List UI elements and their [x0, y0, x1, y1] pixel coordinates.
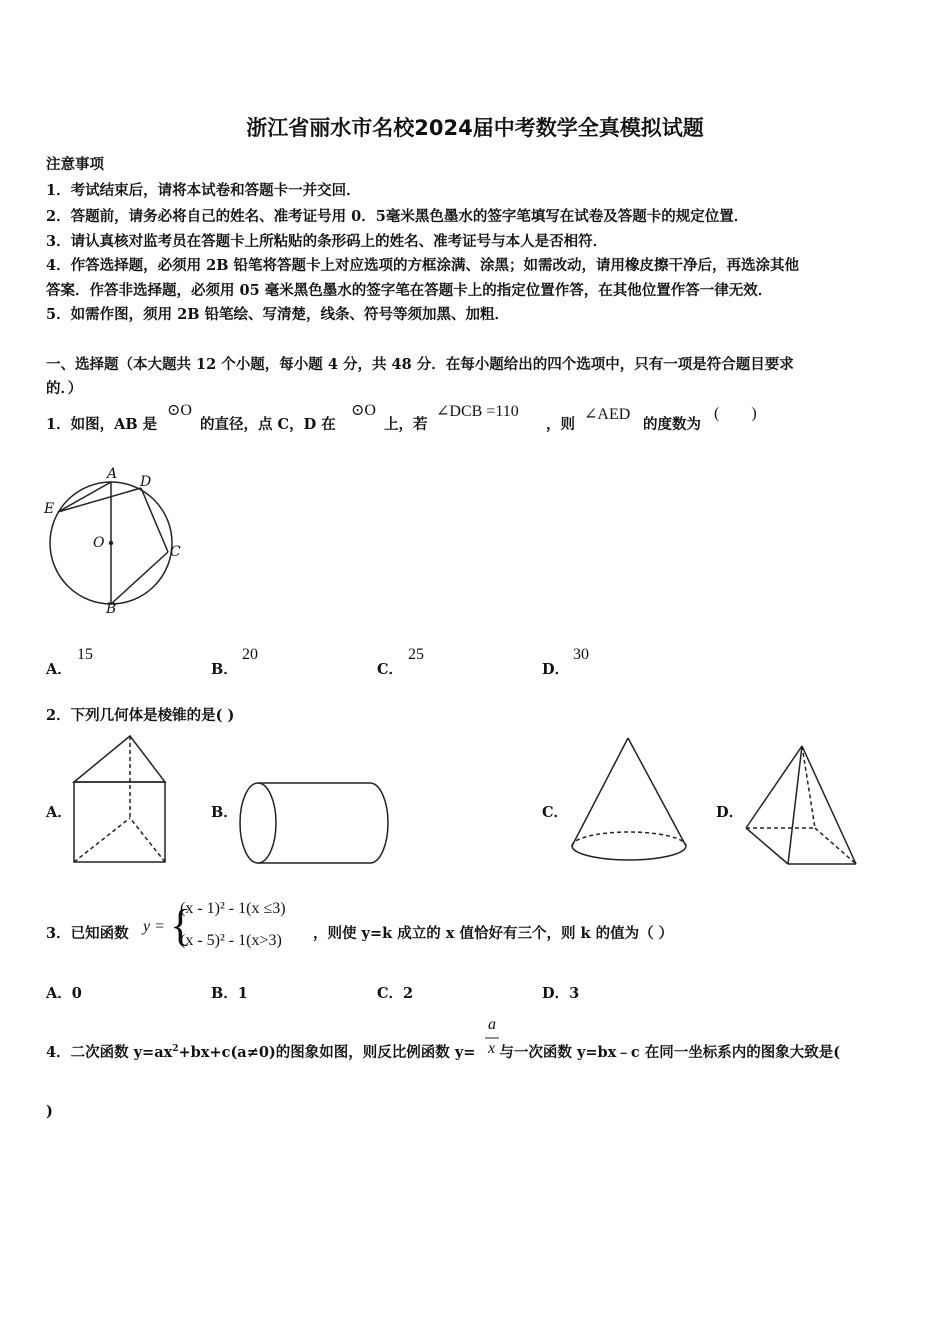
notice-item: 5．如需作图，须用 2B 铅笔绘、写清楚，线条、符号等须加黑、加粗．	[46, 306, 510, 323]
q2-option-d-letter: D．	[716, 804, 744, 821]
q3-option-d: D．3	[542, 985, 580, 1002]
section-heading-line1: 一、选择题（本大题共 12 个小题，每小题 4 分，共 48 分．在每小题给出的四个选项中，只有一项是符合题目要求	[46, 356, 794, 373]
q3-y-equals: y =	[143, 918, 165, 935]
section-heading-line2: 的．）	[46, 380, 83, 397]
q1-option-a-letter: A．	[46, 661, 72, 678]
notice-heading: 注意事项	[46, 156, 104, 173]
label-d: D	[140, 474, 152, 490]
q2-option-b-letter: B．	[211, 804, 238, 821]
q1-option-b-value: 20	[242, 646, 258, 663]
q4-text-line1: 4．二次函数 $y=ax^2+bx+c(a\ne 0)$的图象如图，则反比例函数 y= 与一次函数 y=bx﹣c 在同一坐标系内的图象大致是(	[46, 1044, 841, 1061]
q3-option-a: A．0	[46, 985, 82, 1002]
q1-option-c-letter: C．	[377, 661, 404, 678]
q2-option-a-letter: A．	[46, 804, 72, 821]
notice-item: 4．作答选择题，必须用 2B 铅笔将答题卡上对应选项的方框涂满、涂黑；如需改动，请用橡皮擦干净后，再选涂其他	[46, 257, 800, 274]
label-b: B	[106, 601, 117, 617]
q4-fraction-numerator: a	[488, 1016, 496, 1033]
q1-option-c-value: 25	[408, 646, 424, 663]
q1-option-b-letter: B．	[211, 661, 238, 678]
q1-option-a-value: 15	[77, 646, 93, 663]
q3-case-2: (x - 5)² - 1(x>3)	[180, 932, 282, 949]
q1-angle-aed: ∠AED	[584, 406, 631, 423]
q2-text: 2．下列几何体是棱锥的是( )	[46, 707, 235, 724]
q3-brace: {	[170, 901, 192, 950]
page-title: 浙江省丽水市名校2024届中考数学全真模拟试题	[246, 116, 704, 140]
label-o: O	[93, 535, 105, 551]
q1-text-part4: ，则	[546, 416, 575, 433]
q1-text-part1: 1．如图，AB 是	[46, 416, 158, 433]
notice-item: 1．考试结束后，请将本试卷和答题卡一并交回．	[46, 182, 361, 199]
q1-text-part3: 上，若	[384, 416, 428, 433]
q3-text-part2: ，则使 y=k 成立的 x 值恰好有三个，则 k 的值为（ ）	[313, 925, 674, 942]
q1-text-part5: 的度数为	[643, 416, 701, 433]
q4-text-line2: )	[46, 1103, 53, 1120]
q2-option-c-letter: C．	[542, 804, 569, 821]
q3-option-c: C．2	[377, 985, 414, 1002]
label-e: E	[44, 501, 55, 517]
q3-text-part1: 3．已知函数	[46, 925, 129, 942]
q1-answer-blank: ( )	[714, 405, 757, 422]
notice-item: 答案．作答非选择题，必须用 05 毫米黑色墨水的签字笔在答题卡上的指定位置作答，在其他位置作答一律无效．	[46, 282, 773, 299]
label-a: A	[107, 466, 118, 482]
q3-case-1: (x - 1)² - 1(x ≤3)	[180, 900, 286, 917]
q1-text-part2: 的直径，点 C，D 在	[200, 416, 336, 433]
notice-item: 2．答题前，请务必将自己的姓名、准考证号用 0．5毫米黑色墨水的签字笔填写在试卷及答题卡的规定位置．	[46, 208, 749, 225]
q1-option-d-value: 30	[573, 646, 589, 663]
q4-fraction-denominator: x	[488, 1040, 496, 1057]
label-c: C	[170, 544, 181, 560]
q1-angle-dcb: ∠DCB =110	[436, 403, 519, 420]
q3-option-b: B．1	[211, 985, 248, 1002]
q1-option-d-letter: D．	[542, 661, 570, 678]
q1-circle-symbol: ⊙O	[167, 402, 192, 419]
notice-item: 3．请认真核对监考员在答题卡上所粘贴的条形码上的姓名、准考证号与本人是否相符．	[46, 233, 608, 250]
q1-circle-symbol-2: ⊙O	[351, 402, 376, 419]
